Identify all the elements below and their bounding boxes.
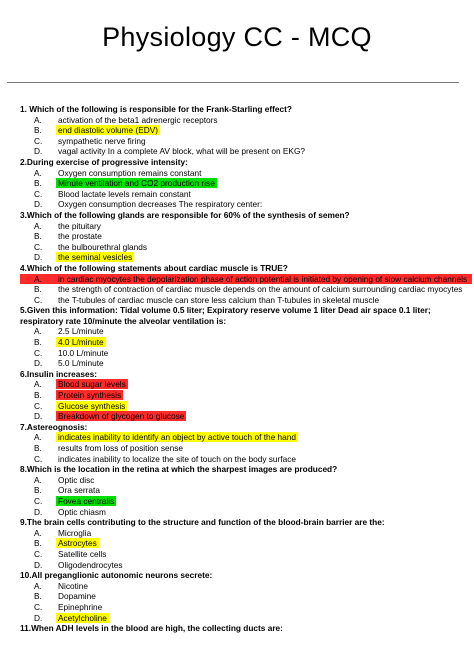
question-text: 4.Which of the following statements about cardiac muscle is TRUE? [20,262,288,273]
option-letter: C. [34,548,43,559]
option-letter: A. [34,527,42,538]
answer-option [20,528,472,539]
answer-option [20,326,472,337]
question-block [20,570,472,623]
option-letter: D. [34,559,43,570]
option-text: indicates inability to localize the site of touch on the body surface [58,453,296,464]
option-letter: A. [34,114,42,125]
option-text: the T-tubules of cardiac muscle can store less calcium than T-tubules in skeletal muscle [58,294,380,305]
option-letter: B. [34,591,42,602]
answer-option [20,485,472,496]
question-block [20,623,472,634]
answer-option [20,178,472,189]
question-list [20,104,472,634]
option-letter: D. [34,252,43,263]
question-text: 1. Which of the following is responsible for the Frank-Starling effect? [20,104,292,114]
answer-option [20,274,472,285]
option-text: Ora serrata [58,485,100,496]
option-text: Microglia [58,527,92,538]
answer-option [20,125,472,136]
question-block [20,157,472,210]
option-text: Satellite cells [58,548,107,559]
answer-option [20,475,472,486]
option-text: sympathetic nerve firing [58,135,146,146]
option-letter: D. [34,506,43,517]
option-letter: D. [34,411,43,422]
answer-option [20,168,472,179]
answer-option [20,252,472,263]
answer-option [20,602,472,613]
question-text: 2.During exercise of progressive intensity: [20,156,188,167]
answer-option [20,411,472,422]
option-letter: C. [34,400,43,411]
option-letter: B. [34,178,42,189]
option-text: 5.0 L/minute [58,358,104,369]
question-block [20,464,472,517]
answer-option [20,613,472,624]
answer-option [20,295,472,306]
answer-option [20,221,472,232]
option-letter: A. [34,474,42,485]
option-letter: B. [34,231,42,242]
option-text: vagal activity In a complete AV block, what will be present on EKG? [58,146,306,157]
option-letter: A. [34,273,42,284]
option-letter: D. [34,612,43,623]
question-text: 6.Insulin increases: [20,368,98,379]
option-text: Epinephrine [58,601,103,612]
answer-option [20,390,472,401]
highlighted-option-text: Breakdown of glycogen to glucose [58,411,185,422]
option-letter: D. [34,358,43,369]
question-block [20,104,472,157]
option-letter: A. [34,220,42,231]
answer-option [20,146,472,157]
option-text: Oligodendrocytes [58,559,123,570]
question-text: 8.Which is the location in the retina at which the sharpest images are produced? [20,464,338,475]
answer-option [20,560,472,571]
option-letter: C. [34,347,43,358]
answer-option [20,115,472,126]
option-letter: C. [34,453,43,464]
question-text: 11.When ADH levels in the blood are high, the collecting ducts are: [20,623,283,634]
answer-option [20,242,472,253]
question-text: 10.All preganglionic autonomic neurons secrete: [20,570,213,581]
answer-option [20,454,472,465]
page-title: Physiology CC - MCQ [102,22,372,52]
question-block [20,263,472,305]
option-letter: B. [34,337,42,348]
option-text: Nicotine [58,580,88,591]
option-text: Dopamine [58,591,96,602]
highlighted-option-text: Glucose synthesis [58,400,126,411]
option-text: Optic chiasm [58,506,106,517]
option-letter: B. [34,390,42,401]
answer-option [20,284,472,295]
highlighted-option-text: Astrocytes [58,538,97,549]
highlighted-option-text: Minute ventilation and CO2 production rise [58,178,215,189]
question-block [20,517,472,570]
option-letter: D. [34,146,43,157]
highlighted-option-text: in cardiac myocytes the depolarization phase of action potential is initiated by opening of slow calcium channels [58,273,468,284]
option-letter: C. [34,241,43,252]
highlighted-option-text: Acetylcholine [58,612,107,623]
option-text: Blood lactate levels remain constant [58,188,191,199]
option-text: the strength of contraction of cardiac muscle depends on the amount of calcium surrounding cardiac myocytes [58,284,463,295]
option-letter: B. [34,125,42,136]
highlighted-option-text: the seminal vesicles [58,252,133,263]
option-letter: B. [34,485,42,496]
answer-option [20,136,472,147]
answer-option [20,432,472,443]
option-letter: C. [34,135,43,146]
question-text: 7.Astereognosis: [20,421,88,432]
option-letter: B. [34,443,42,453]
option-letter: A. [34,432,42,443]
question-block [20,422,472,464]
option-text: the bulbourethral glands [58,241,148,252]
question-text: 9.The brain cells contributing to the structure and function of the blood-brain barrier are the: [20,517,385,528]
answer-option [20,401,472,412]
option-letter: A. [34,167,42,178]
option-text: Oxygen consumption remains constant [58,167,202,178]
answer-option [20,496,472,507]
answer-option [20,199,472,210]
answer-option [20,189,472,200]
option-letter: A. [34,580,42,591]
answer-option [20,231,472,242]
title-divider [7,82,459,83]
question-text: 3.Which of the following glands are responsible for 60% of the synthesis of semen? [20,209,350,220]
option-text: Optic disc [58,474,95,485]
highlighted-option-text: 4.0 L/minute [58,337,104,348]
question-text: 5.Given this information: Tidal volume 0.5 liter; Expiratory reserve volume 1 liter Dead air space 0.1 liter; respiratory rate 10/minute the alveolar ventilation is: [20,305,431,326]
option-letter: B. [34,284,42,295]
option-letter: C. [34,495,43,506]
answer-option [20,591,472,602]
option-text: 2.5 L/minute [58,326,104,337]
option-text: activation of the beta1 adrenergic receptors [58,114,218,125]
answer-option [20,358,472,369]
option-letter: A. [34,326,42,337]
answer-option [20,507,472,518]
option-letter: B. [34,538,42,549]
option-letter: C. [34,188,43,199]
answer-option [20,549,472,560]
option-letter: C. [34,294,43,305]
option-letter: A. [34,379,42,390]
answer-option [20,379,472,390]
question-block [20,369,472,422]
answer-option [20,443,472,454]
answer-option [20,538,472,549]
question-block [20,305,472,369]
option-text: Oxygen consumption decreases The respiratory center: [58,199,263,210]
option-text: the prostate [58,231,102,242]
highlighted-option-text: Fovea centralis [58,495,115,506]
highlighted-option-text: end diastolic volume (EDV) [58,125,159,136]
highlighted-option-text: Blood sugar levels [58,379,126,390]
option-text: the pituitary [58,220,101,231]
option-text: 10.0 L/minute [58,347,109,358]
answer-option [20,337,472,348]
option-text: results from loss of position sense [58,443,183,453]
highlighted-option-text: indicates inability to identify an object by active touch of the hand [58,432,296,443]
option-letter: C. [34,601,43,612]
answer-option [20,348,472,359]
question-block [20,210,472,263]
highlighted-option-text: Protein synthesis [58,390,122,401]
option-letter: D. [34,199,43,210]
answer-option [20,581,472,592]
